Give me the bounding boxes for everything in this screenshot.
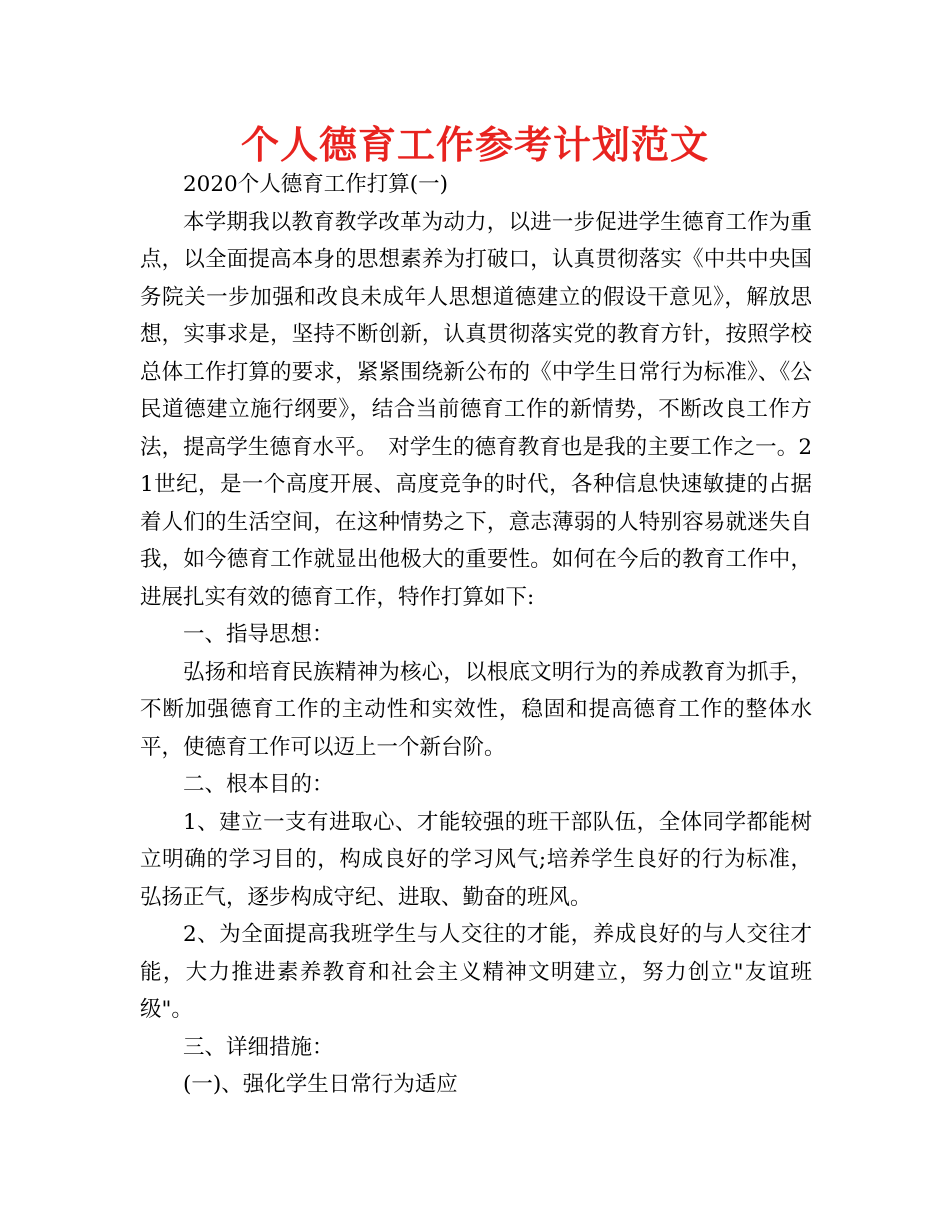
paragraph-subtitle: 2020个人德育工作打算(一) <box>183 172 448 197</box>
paragraph-goal-2: 2、为全面提高我班学生与人交往的才能，养成良好的与人交往才能，大力推进素养教育和社会主义精神文明建立，努力创立"友谊班级"。 <box>140 922 812 1022</box>
heading-detailed-measures: 三、详细措施： <box>183 1034 334 1060</box>
document-body <box>140 166 812 1104</box>
document-title: 个人德育工作参考计划范文 <box>240 123 709 167</box>
heading-basic-goals: 二、根本目的： <box>183 772 334 797</box>
paragraph-goal-1: 1、建立一支有进取心、才能较强的班干部队伍，全体同学都能树立明确的学习目的，构成良好的学习风气;培养学生良好的行为标准，弘扬正气，逐步构成守纪、进取、勤奋的班风。 <box>140 809 812 910</box>
heading-guiding-thought: 一、指导思想： <box>183 622 334 647</box>
paragraph-guiding-thought: 弘扬和培育民族精神为核心，以根底文明行为的养成教育为抓手，不断加强德育工作的主动性和实效性，稳固和提高德育工作的整体水平，使德育工作可以迈上一个新台阶。 <box>140 659 812 760</box>
subheading-measure-1: (一)、强化学生日常行为适应 <box>183 1072 458 1097</box>
paragraph-intro: 本学期我以教育教学改革为动力，以进一步促进学生德育工作为重点，以全面提高本身的思想素养为打破口，认真贯彻落实《中共中央国务院关一步加强和改良未成年人思想道德建立的假设干意见》，解放思想，实事求是，坚持不断创新，认真贯彻落实党的教育方针，按照学校总体工作打算的要求，紧紧围绕新公布的《中学生日常行为标准》、《公民道德建立施行纲要》，结合当前德育工作的新情势，不断改良工作方法，提高学生德育水平。 对学生的德育教育也是我的主要工作之一。21世纪，是一个高度开展、高度竞争的时代，各种信息快速敏捷的占据着人们的生活空间，在这种情势之下，意志薄弱的人特别容易就迷失自我，如今德育工作就显出他极大的重要性。如何在今后的教育工作中，进展扎实有效的德育工作，特作打算如下: <box>140 209 812 610</box>
